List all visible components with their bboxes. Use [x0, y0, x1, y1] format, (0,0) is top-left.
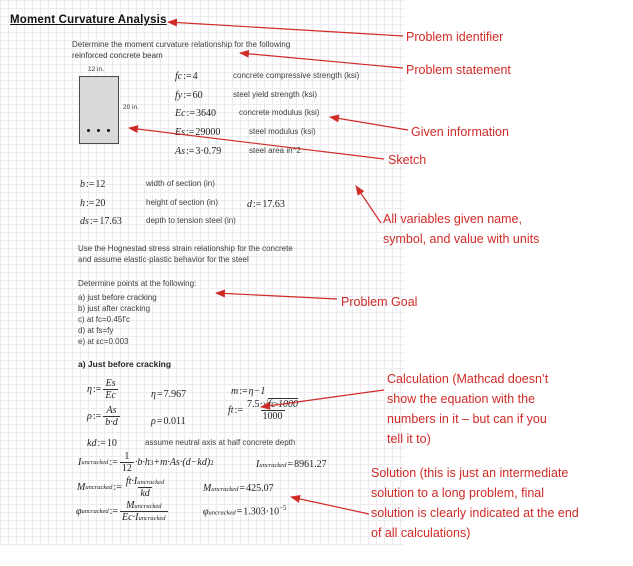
- eq-rho-result: ρ=0.011: [151, 416, 186, 427]
- goal-item: b) just after cracking: [78, 304, 151, 313]
- var-definition: fc:=4: [175, 71, 198, 82]
- annotation-line: symbol, and value with units: [383, 232, 540, 246]
- goal-item: e) at εc=0.003: [78, 337, 129, 346]
- var-definition: b:=12: [80, 179, 106, 190]
- annotation-problem-goal: Problem Goal: [341, 295, 418, 309]
- note-line: Use the Hognestad stress strain relationship for the concrete: [78, 244, 293, 253]
- beam-sketch: [79, 76, 119, 144]
- eq-iuncracked-def: I uncracked := $\frac{1}{12}$ ·b·h 3 +m·As·(d−kd) 2: [78, 451, 214, 474]
- eq-ft-def: ft := $\frac{7.5\cdot√fc\cdot 1000}{1000}$: [228, 399, 299, 422]
- var-definition: h:=20: [80, 197, 106, 209]
- var-desc: concrete modulus (ksi): [239, 108, 320, 118]
- annotation-line: solution is clearly indicated at the end: [371, 506, 579, 520]
- given-row: [175, 71, 359, 90]
- eq-muncracked-def: M uncracked := $\frac{\text{ft·Iuncracked}}{kd}$: [77, 476, 165, 499]
- annotation-line: Calculation (Mathcad doesn’t: [387, 372, 549, 386]
- goal-item: a) just before cracking: [78, 293, 157, 302]
- var-desc: steel yield strength (ksi): [233, 89, 318, 99]
- annotation-line: numbers in it – but can if you: [387, 412, 547, 426]
- annotation-all-variables: [383, 209, 539, 249]
- eq-eta-result: η=7.967: [151, 389, 187, 400]
- eq-rho-def: ρ := $\frac{As}{b\cdot d}$: [87, 405, 118, 428]
- dim-row: [80, 179, 236, 198]
- problem-statement-text: [72, 39, 290, 61]
- annotation-line: tell it to): [387, 432, 431, 446]
- rebar-dot: [97, 129, 100, 132]
- annotation-line: All variables given name,: [383, 212, 522, 226]
- var-desc: steel modulus (ksi): [249, 127, 316, 137]
- dimensions-block: [80, 179, 236, 235]
- goal-list: [78, 292, 157, 347]
- var-definition-d: d:=17.63: [247, 199, 285, 210]
- annotation-solution: [371, 463, 579, 543]
- goal-intro: Determine points at the following:: [78, 279, 197, 288]
- beam-width-label: 12 in.: [88, 66, 104, 73]
- dim-row: [80, 198, 236, 217]
- note-line: and assume elastic-plastic behavior for the steel: [78, 255, 249, 264]
- var-definition: Es:=29000: [175, 127, 221, 139]
- eq-iuncracked-result: Iuncracked=8961.27: [256, 459, 327, 470]
- annotation-problem-statement: Problem statement: [406, 63, 511, 77]
- hognestad-note: [78, 243, 293, 265]
- eq-kd-def: kd:=10: [87, 438, 117, 449]
- given-row: [175, 108, 359, 127]
- rebar-dot: [87, 129, 90, 132]
- var-desc: height of section (in): [146, 197, 219, 207]
- rebar-dot: [107, 129, 110, 132]
- statement-line: Determine the moment curvature relationship for the following: [72, 40, 291, 49]
- var-definition: Ec:=3640: [175, 108, 216, 120]
- annotation-sketch: Sketch: [388, 153, 427, 167]
- var-definition: fy:=60: [175, 89, 203, 101]
- given-row: [175, 127, 359, 146]
- given-row: [175, 90, 359, 109]
- eq-m-def: m:=η−1: [231, 386, 266, 397]
- goal-item: d) at fs=fy: [78, 326, 114, 335]
- eq-phiuncracked-def: φ uncracked := $\frac{\text{Muncracked}}{\text{Ec·Iuncracked}}$: [76, 500, 166, 523]
- var-definition: ds:=17.63: [80, 216, 122, 228]
- given-information-block: [175, 71, 359, 164]
- page-title: Moment Curvature Analysis: [10, 14, 167, 26]
- annotation-problem-identifier: Problem identifier: [406, 30, 504, 44]
- annotation-line: solution to a long problem, final: [371, 486, 545, 500]
- eq-eta-def: η := $\frac{Es}{Ec}$: [87, 378, 116, 401]
- var-desc: depth to tension steel (in): [146, 216, 236, 226]
- annotation-line: of all calculations): [371, 526, 471, 540]
- goal-item: c) at fc=0.45f'c: [78, 315, 130, 324]
- var-definition: As:=3·0.79: [175, 145, 222, 157]
- dim-row: [80, 216, 236, 235]
- annotation-line: show the equation with the: [387, 392, 536, 406]
- kd-note: assume neutral axis at half concrete depth: [145, 438, 296, 447]
- annotation-given-information: Given information: [411, 125, 509, 139]
- eq-muncracked-result: Muncracked=425.07: [203, 483, 274, 494]
- var-desc: steel area in^2: [249, 145, 301, 155]
- calc-heading: a) Just before cracking: [78, 359, 172, 369]
- var-desc: concrete compressive strength (ksi): [233, 71, 360, 80]
- statement-line: reinforced concrete beam: [72, 51, 163, 60]
- beam-height-label: 20 in.: [123, 104, 139, 111]
- annotation-calculation: [387, 369, 548, 449]
- eq-phiuncracked-result: $\varphi uncracked=1.303\cdot 10^{-5}$: [203, 504, 287, 518]
- var-desc: width of section (in): [146, 179, 215, 188]
- annotation-line: Solution (this is just an intermediate: [371, 466, 569, 480]
- given-row: [175, 146, 359, 165]
